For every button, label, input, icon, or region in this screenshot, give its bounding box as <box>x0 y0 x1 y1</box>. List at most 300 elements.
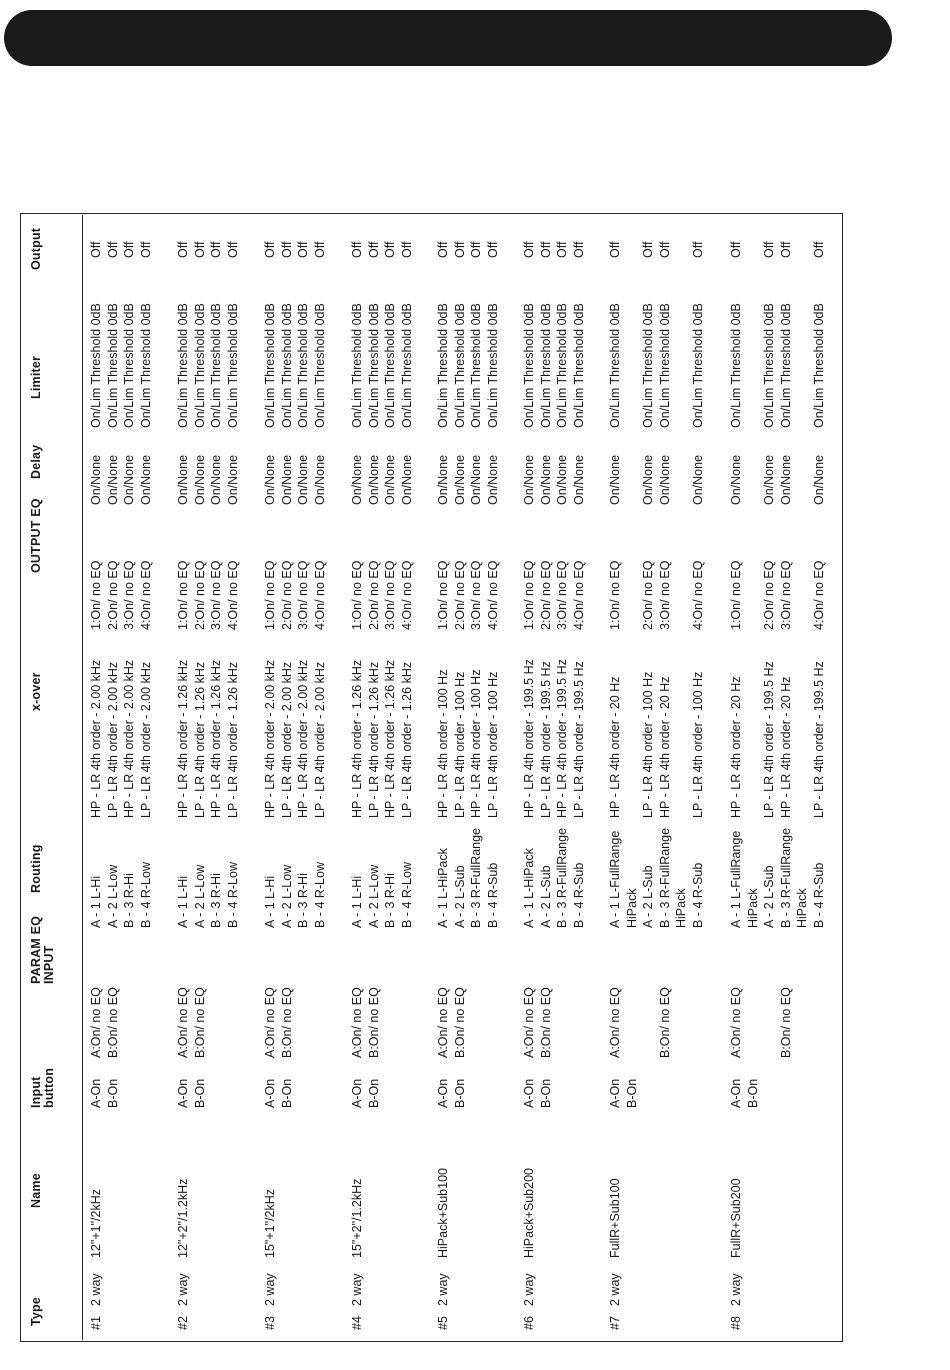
preset-type: 2 way <box>729 1273 743 1306</box>
input-button-state-cell <box>262 1079 295 1108</box>
output-state-line: Off <box>762 241 776 258</box>
delay-cell <box>435 455 501 505</box>
delay-line: On/None <box>366 454 381 505</box>
output-state-line: Off <box>729 241 743 258</box>
preset-type-cell <box>349 1273 366 1306</box>
limiter-line: On/Lim Threshold 0dB <box>778 303 793 428</box>
output-state-line: Off <box>225 241 240 258</box>
output-eq-line <box>794 561 811 630</box>
output-eq-cell <box>175 561 241 630</box>
preset-name: 15"+2"/1.2kHz <box>350 1178 364 1258</box>
xover-line: HP - LR 4th order - 2.00 kHz <box>89 659 103 818</box>
delay-line: On/None <box>263 454 277 505</box>
output-eq-cell <box>349 561 415 630</box>
param-eq-input-line: B:On/ no EQ <box>279 987 294 1058</box>
xover-line: HP - LR 4th order - 100 Hz <box>436 669 450 818</box>
output-eq-line: 1:On/ no EQ <box>522 560 536 630</box>
output-eq-cell <box>521 561 587 630</box>
param-eq-input-line: B:On/ no EQ <box>657 987 672 1058</box>
limiter-cell <box>728 303 827 428</box>
param-eq-input-line: B:On/ no EQ <box>778 987 793 1058</box>
delay-line: On/None <box>608 454 622 505</box>
delay-line: On/None <box>209 454 223 505</box>
limiter-line: On/Lim Threshold 0dB <box>522 303 536 428</box>
routing-line: B - 3 R-Hi <box>209 873 223 928</box>
output-state-line: Off <box>89 241 103 258</box>
xover-line: LP - LR 4th order - 2.00 kHz <box>279 661 294 818</box>
param-eq-input-line: A:On/ no EQ <box>436 987 450 1058</box>
routing-line: HiPack <box>795 888 809 928</box>
xover-cell <box>349 660 415 818</box>
output-eq-line: 1:On/ no EQ <box>436 560 450 630</box>
delay-cell <box>607 455 706 505</box>
delay-line <box>794 455 811 505</box>
limiter-line <box>794 303 811 428</box>
delay-line: On/None <box>522 454 536 505</box>
limiter-line: On/Lim Threshold 0dB <box>263 303 277 428</box>
xover-line: HP - LR 4th order - 20 Hz <box>778 676 793 818</box>
routing-line: A - 1 L-Hi <box>263 875 277 928</box>
output-eq-line: 3:On/ no EQ <box>296 560 310 630</box>
limiter-line: On/Lim Threshold 0dB <box>122 303 136 428</box>
preset-type: 2 way <box>522 1273 536 1306</box>
delay-line: On/None <box>225 454 240 505</box>
routing-line: B - 4 R-Low <box>312 862 327 928</box>
limiter-line: On/Lim Threshold 0dB <box>89 303 103 428</box>
preset-name: 12"+2"/1.2kHz <box>176 1178 190 1258</box>
output-eq-line: 2:On/ no EQ <box>366 560 381 630</box>
output-eq-line: 1:On/ no EQ <box>263 560 277 630</box>
xover-line: LP - LR 4th order - 100 Hz <box>641 671 655 818</box>
routing-line: A - 1 L-Hi <box>89 875 103 928</box>
header-delay: Delay <box>29 444 43 479</box>
param-eq-input-cell <box>521 987 554 1058</box>
routing-line: B - 4 R-Low <box>138 862 153 928</box>
delay-line: On/None <box>312 454 327 505</box>
routing-line: B - 3 R-FullRange <box>657 827 672 928</box>
output-eq-line: 3:On/ no EQ <box>657 560 672 630</box>
preset-number: #6 <box>522 1316 536 1330</box>
output-state-line: Off <box>452 241 467 258</box>
input-button-state-line: B-On <box>452 1078 467 1108</box>
preset-number-cell <box>88 1316 105 1330</box>
preset-name-cell <box>607 1178 624 1258</box>
output-state-line: Off <box>778 241 793 258</box>
output-state-line <box>673 242 690 258</box>
xover-cell <box>262 660 328 818</box>
param-eq-input-line: A:On/ no EQ <box>350 987 364 1058</box>
xover-line <box>794 661 811 818</box>
xover-line: LP - LR 4th order - 199.5 Hz <box>811 661 826 818</box>
param-eq-input-line <box>640 987 657 1058</box>
input-button-state-line: B-On <box>366 1078 381 1108</box>
header-name: Name <box>29 1173 43 1208</box>
output-eq-line: 1:On/ no EQ <box>89 560 103 630</box>
xover-line: HP - LR 4th order - 1.26 kHz <box>383 659 397 818</box>
param-eq-input-cell <box>728 987 794 1058</box>
preset-name-cell <box>435 1168 452 1258</box>
delay-line: On/None <box>105 454 120 505</box>
xover-line: HP - LR 4th order - 20 Hz <box>608 676 622 818</box>
limiter-line: On/Lim Threshold 0dB <box>608 303 622 428</box>
xover-line: LP - LR 4th order - 2.00 kHz <box>138 661 153 818</box>
preset-type-cell <box>521 1273 538 1306</box>
output-state-line: Off <box>209 241 223 258</box>
output-eq-cell <box>435 561 501 630</box>
preset-type-cell <box>262 1273 279 1306</box>
delay-line: On/None <box>762 454 776 505</box>
limiter-line: On/Lim Threshold 0dB <box>350 303 364 428</box>
delay-line: On/None <box>729 454 743 505</box>
output-eq-line: 1:On/ no EQ <box>729 560 743 630</box>
output-eq-line: 3:On/ no EQ <box>469 560 483 630</box>
output-eq-line: 3:On/ no EQ <box>383 560 397 630</box>
output-state-line: Off <box>608 241 622 258</box>
param-eq-input-cell <box>88 987 121 1058</box>
xover-line <box>673 672 690 818</box>
delay-line: On/None <box>296 454 310 505</box>
preset-name-cell <box>262 1189 279 1258</box>
output-state-cell <box>349 242 415 258</box>
xover-cell <box>435 670 501 818</box>
preset-name: FullR+Sub100 <box>608 1178 622 1258</box>
input-button-state-line: B-On <box>192 1078 207 1108</box>
output-eq-line: 2:On/ no EQ <box>452 560 467 630</box>
xover-cell <box>607 672 706 818</box>
output-state-line: Off <box>641 241 655 258</box>
param-eq-input-cell <box>349 987 382 1058</box>
preset-name-cell <box>175 1179 192 1258</box>
xover-line: LP - LR 4th order - 2.00 kHz <box>312 661 327 818</box>
routing-cell <box>88 862 154 928</box>
limiter-line: On/Lim Threshold 0dB <box>641 303 655 428</box>
limiter-line <box>745 303 762 428</box>
output-eq-line: 4:On/ no EQ <box>571 560 586 630</box>
output-state-cell <box>88 242 154 258</box>
delay-line: On/None <box>192 454 207 505</box>
delay-line: On/None <box>138 454 153 505</box>
xover-line: HP - LR 4th order - 2.00 kHz <box>263 659 277 818</box>
limiter-line <box>624 303 641 428</box>
param-eq-input-cell <box>262 987 295 1058</box>
delay-line: On/None <box>485 454 500 505</box>
delay-line <box>745 455 762 505</box>
preset-type: 2 way <box>176 1273 190 1306</box>
routing-line: B - 4 R-Sub <box>485 862 500 928</box>
limiter-cell <box>435 303 501 428</box>
output-eq-line: 4:On/ no EQ <box>399 560 414 630</box>
routing-cell <box>607 828 706 928</box>
param-eq-input-line: A:On/ no EQ <box>522 987 536 1058</box>
preset-number: #1 <box>89 1316 103 1330</box>
output-eq-line: 3:On/ no EQ <box>555 560 569 630</box>
output-state-line: Off <box>436 241 450 258</box>
xover-line: LP - LR 4th order - 1.26 kHz <box>192 661 207 818</box>
output-state-line: Off <box>122 241 136 258</box>
xover-line: HP - LR 4th order - 199.5 Hz <box>555 659 569 818</box>
delay-line: On/None <box>657 454 672 505</box>
preset-number: #3 <box>263 1316 277 1330</box>
limiter-line: On/Lim Threshold 0dB <box>485 303 500 428</box>
param-eq-input-line: B:On/ no EQ <box>192 987 207 1058</box>
routing-cell <box>521 828 587 928</box>
routing-line: B - 4 R-Low <box>225 862 240 928</box>
routing-line: A - 2 L-Sub <box>762 865 776 928</box>
limiter-line: On/Lim Threshold 0dB <box>571 303 586 428</box>
output-eq-line: 4:On/ no EQ <box>690 560 705 630</box>
routing-line: B - 3 R-FullRange <box>778 827 793 928</box>
param-eq-input-line: A:On/ no EQ <box>729 987 743 1058</box>
header-routing: Routing <box>29 844 43 893</box>
limiter-line: On/Lim Threshold 0dB <box>538 303 553 428</box>
limiter-line: On/Lim Threshold 0dB <box>657 303 672 428</box>
output-eq-line: 1:On/ no EQ <box>176 560 190 630</box>
input-button-state-cell <box>88 1079 121 1108</box>
xover-line: LP - LR 4th order - 1.26 kHz <box>366 661 381 818</box>
routing-line: A - 2 L-Sub <box>538 865 553 928</box>
output-state-line <box>624 242 641 258</box>
delay-line: On/None <box>279 454 294 505</box>
preset-type: 2 way <box>350 1273 364 1306</box>
delay-line: On/None <box>690 454 705 505</box>
routing-line: A - 1 L-Hi <box>350 875 364 928</box>
routing-line: B - 4 R-Sub <box>571 862 586 928</box>
output-eq-line: 2:On/ no EQ <box>641 560 655 630</box>
limiter-cell <box>262 303 328 428</box>
xover-line <box>624 672 641 818</box>
xover-line: HP - LR 4th order - 2.00 kHz <box>122 659 136 818</box>
limiter-line: On/Lim Threshold 0dB <box>436 303 450 428</box>
output-eq-cell <box>262 561 328 630</box>
preset-number: #7 <box>608 1316 622 1330</box>
output-state-line: Off <box>350 241 364 258</box>
output-state-cell <box>607 242 706 258</box>
routing-line: A - 1 L-Hi <box>176 875 190 928</box>
delay-line: On/None <box>122 454 136 505</box>
output-state-line <box>745 242 762 258</box>
output-state-line: Off <box>279 241 294 258</box>
xover-line: HP - LR 4th order - 1.26 kHz <box>176 659 190 818</box>
routing-line: B - 3 R-Hi <box>383 873 397 928</box>
output-eq-line: 4:On/ no EQ <box>485 560 500 630</box>
xover-line: HP - LR 4th order - 20 Hz <box>729 676 743 818</box>
limiter-line: On/Lim Threshold 0dB <box>176 303 190 428</box>
output-state-line: Off <box>383 241 397 258</box>
xover-line: LP - LR 4th order - 1.26 kHz <box>225 661 240 818</box>
preset-name: FullR+Sub200 <box>729 1178 743 1258</box>
routing-line: B - 4 R-Sub <box>811 862 826 928</box>
routing-line: A - 2 L-Low <box>105 864 120 928</box>
input-button-state-line: A-On <box>89 1078 103 1108</box>
header-divider <box>82 215 83 1340</box>
delay-cell <box>88 455 154 505</box>
preset-number-cell <box>349 1316 366 1330</box>
xover-line: HP - LR 4th order - 100 Hz <box>469 669 483 818</box>
limiter-line: On/Lim Threshold 0dB <box>762 303 776 428</box>
output-eq-line: 3:On/ no EQ <box>778 560 793 630</box>
routing-line: HiPack <box>674 888 688 928</box>
output-eq-line: 3:On/ no EQ <box>122 560 136 630</box>
param-eq-input-line <box>745 987 762 1058</box>
preset-number: #4 <box>350 1316 364 1330</box>
input-button-state-line: B-On <box>624 1078 639 1108</box>
input-button-state-cell <box>175 1079 208 1108</box>
table-header <box>22 215 80 1340</box>
output-state-line: Off <box>811 241 826 258</box>
preset-type-cell <box>607 1273 624 1306</box>
output-state-line: Off <box>312 241 327 258</box>
output-state-line: Off <box>176 241 190 258</box>
preset-type: 2 way <box>608 1273 622 1306</box>
routing-line: A - 1 L-FullRange <box>608 830 622 928</box>
header-bar <box>4 10 892 66</box>
limiter-line: On/Lim Threshold 0dB <box>279 303 294 428</box>
header-param-eq: PARAM EQ INPUT <box>29 915 56 984</box>
preset-name: HiPack+Sub200 <box>522 1168 536 1258</box>
xover-cell <box>728 661 827 818</box>
limiter-line: On/Lim Threshold 0dB <box>192 303 207 428</box>
limiter-cell <box>607 303 706 428</box>
xover-line <box>745 661 762 818</box>
routing-line: HiPack <box>624 888 639 928</box>
output-state-cell <box>728 242 827 258</box>
delay-line: On/None <box>571 454 586 505</box>
output-state-cell <box>262 242 328 258</box>
delay-line: On/None <box>436 454 450 505</box>
delay-line: On/None <box>641 454 655 505</box>
routing-cell <box>175 862 241 928</box>
param-eq-input-line: B:On/ no EQ <box>452 987 467 1058</box>
limiter-cell <box>88 303 154 428</box>
preset-number-cell <box>175 1316 192 1330</box>
limiter-line: On/Lim Threshold 0dB <box>452 303 467 428</box>
routing-line: B - 3 R-Hi <box>122 873 136 928</box>
output-state-line: Off <box>296 241 310 258</box>
output-eq-line: 4:On/ no EQ <box>225 560 240 630</box>
routing-line: A - 1 L-HiPack <box>436 848 450 928</box>
param-eq-input-line: A:On/ no EQ <box>608 987 622 1058</box>
param-eq-input-line <box>761 987 778 1058</box>
input-button-state-line: B-On <box>105 1078 120 1108</box>
output-state-line: Off <box>138 241 153 258</box>
limiter-line: On/Lim Threshold 0dB <box>399 303 414 428</box>
input-button-state-line: A-On <box>522 1078 536 1108</box>
preset-number-cell <box>262 1316 279 1330</box>
delay-cell <box>521 455 587 505</box>
limiter-line: On/Lim Threshold 0dB <box>729 303 743 428</box>
preset-type-cell <box>175 1273 192 1306</box>
input-button-state-line: B-On <box>538 1078 553 1108</box>
limiter-cell <box>175 303 241 428</box>
header-limiter: Limiter <box>29 355 43 399</box>
output-eq-line <box>673 561 690 630</box>
xover-line: HP - LR 4th order - 2.00 kHz <box>296 659 310 818</box>
output-eq-line: 2:On/ no EQ <box>105 560 120 630</box>
header-xover: x-over <box>29 672 43 711</box>
routing-line: B - 3 R-FullRange <box>555 827 569 928</box>
output-eq-line: 1:On/ no EQ <box>608 560 622 630</box>
preset-type: 2 way <box>263 1273 277 1306</box>
output-state-line: Off <box>366 241 381 258</box>
param-eq-input-line: A:On/ no EQ <box>176 987 190 1058</box>
delay-line: On/None <box>399 454 414 505</box>
input-button-state-line: A-On <box>350 1078 364 1108</box>
delay-line: On/None <box>176 454 190 505</box>
input-button-state-cell <box>435 1079 468 1108</box>
xover-line: LP - LR 4th order - 199.5 Hz <box>571 661 586 818</box>
delay-cell <box>175 455 241 505</box>
routing-line: A - 2 L-Sub <box>452 865 467 928</box>
preset-type: 2 way <box>89 1273 103 1306</box>
output-state-cell <box>435 242 501 258</box>
header-type: Type <box>29 1296 43 1326</box>
delay-line <box>673 455 690 505</box>
preset-type: 2 way <box>436 1273 450 1306</box>
routing-line: B - 4 R-Low <box>399 862 414 928</box>
preset-name-cell <box>728 1178 745 1258</box>
xover-cell <box>88 660 154 818</box>
limiter-line: On/Lim Threshold 0dB <box>312 303 327 428</box>
delay-line: On/None <box>778 454 793 505</box>
param-eq-input-cell <box>435 987 468 1058</box>
routing-line: B - 3 R-FullRange <box>469 827 483 928</box>
preset-name: 15"+1"/2kHz <box>263 1189 277 1258</box>
output-eq-line: 1:On/ no EQ <box>350 560 364 630</box>
output-eq-cell <box>728 561 827 630</box>
param-eq-input-line: A:On/ no EQ <box>263 987 277 1058</box>
routing-line: A - 1 L-HiPack <box>522 848 536 928</box>
limiter-line: On/Lim Threshold 0dB <box>383 303 397 428</box>
header-output: Output <box>29 227 43 270</box>
output-eq-cell <box>607 561 706 630</box>
preset-number-cell <box>435 1316 452 1330</box>
output-state-line: Off <box>469 241 483 258</box>
xover-line: HP - LR 4th order - 20 Hz <box>657 676 672 818</box>
input-button-state-line: B-On <box>279 1078 294 1108</box>
delay-line: On/None <box>383 454 397 505</box>
xover-line: LP - LR 4th order - 100 Hz <box>452 671 467 818</box>
limiter-cell <box>521 303 587 428</box>
preset-number: #5 <box>436 1316 450 1330</box>
preset-number-cell <box>521 1316 538 1330</box>
preset-name: 12"+1"/2kHz <box>89 1189 103 1258</box>
delay-cell <box>728 455 827 505</box>
input-button-state-cell <box>607 1079 640 1108</box>
output-eq-line: 3:On/ no EQ <box>209 560 223 630</box>
delay-line: On/None <box>538 454 553 505</box>
output-state-cell <box>521 242 587 258</box>
routing-line: A - 2 L-Sub <box>641 865 655 928</box>
preset-name-cell <box>88 1189 105 1258</box>
routing-line: A - 1 L-FullRange <box>729 830 743 928</box>
output-state-line: Off <box>192 241 207 258</box>
output-eq-line: 2:On/ no EQ <box>762 560 776 630</box>
limiter-line: On/Lim Threshold 0dB <box>138 303 153 428</box>
input-button-state-line: A-On <box>608 1078 622 1108</box>
limiter-line: On/Lim Threshold 0dB <box>555 303 569 428</box>
output-state-line: Off <box>690 241 705 258</box>
output-eq-line: 4:On/ no EQ <box>138 560 153 630</box>
input-button-state-cell <box>521 1079 554 1108</box>
limiter-line: On/Lim Threshold 0dB <box>209 303 223 428</box>
output-state-line: Off <box>263 241 277 258</box>
limiter-line: On/Lim Threshold 0dB <box>469 303 483 428</box>
routing-line: B - 3 R-Hi <box>296 873 310 928</box>
xover-line: HP - LR 4th order - 1.26 kHz <box>350 659 364 818</box>
delay-line: On/None <box>452 454 467 505</box>
preset-type-cell <box>435 1273 452 1306</box>
output-state-line: Off <box>555 241 569 258</box>
